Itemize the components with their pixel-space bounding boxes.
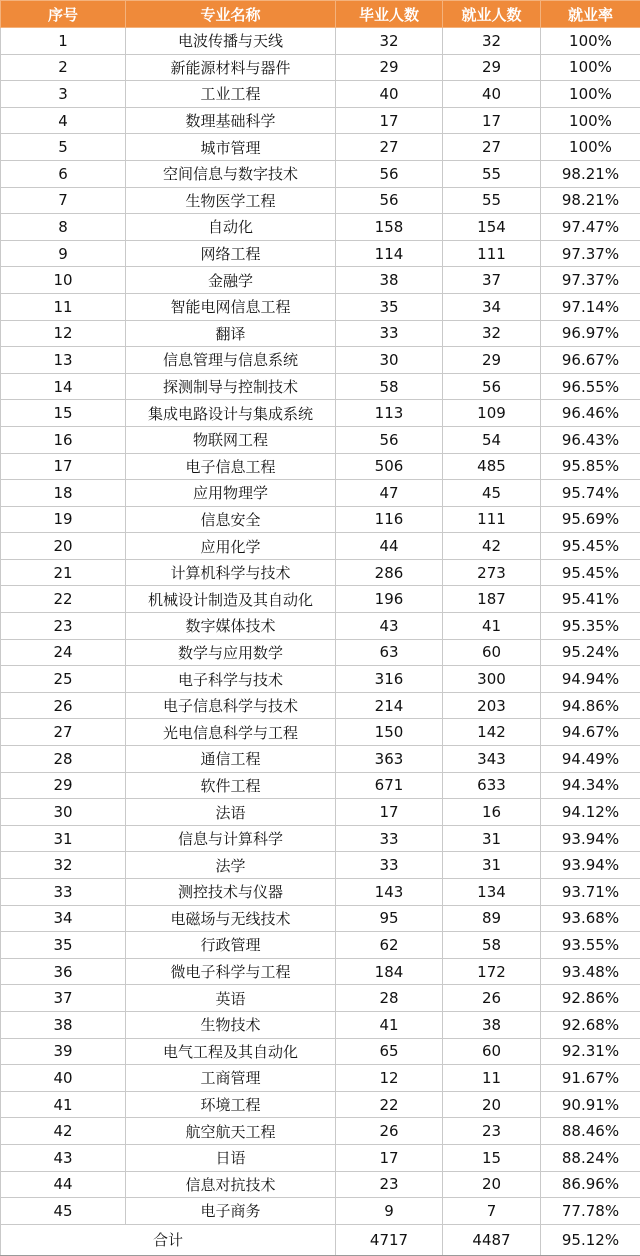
employed-count: 7 — [443, 1198, 541, 1225]
row-index: 33 — [1, 879, 126, 906]
row-index: 21 — [1, 559, 126, 586]
row-index: 23 — [1, 613, 126, 640]
table-row — [1, 373, 640, 400]
employed-count: 172 — [443, 958, 541, 985]
row-index: 12 — [1, 320, 126, 347]
employed-count: 273 — [443, 559, 541, 586]
header-employed: 就业人数 — [443, 1, 541, 28]
major-name: 电磁场与无线技术 — [126, 905, 336, 932]
table-row — [1, 586, 640, 613]
row-index: 11 — [1, 293, 126, 320]
graduates-count: 28 — [336, 985, 443, 1012]
major-name: 生物医学工程 — [126, 187, 336, 214]
employment-rate: 94.86% — [541, 692, 640, 719]
employment-rate: 94.34% — [541, 772, 640, 799]
graduates-count: 47 — [336, 480, 443, 507]
row-index: 27 — [1, 719, 126, 746]
table-row — [1, 985, 640, 1012]
major-name: 翻译 — [126, 320, 336, 347]
employment-rate: 100% — [541, 28, 640, 55]
row-index: 9 — [1, 240, 126, 267]
employed-count: 20 — [443, 1171, 541, 1198]
major-name: 测控技术与仪器 — [126, 879, 336, 906]
employed-count: 11 — [443, 1065, 541, 1092]
table-row — [1, 160, 640, 187]
employment-rate: 93.94% — [541, 852, 640, 879]
employment-rate: 98.21% — [541, 187, 640, 214]
major-name: 工业工程 — [126, 81, 336, 108]
employment-rate: 93.68% — [541, 905, 640, 932]
table-row — [1, 1091, 640, 1118]
employed-count: 42 — [443, 533, 541, 560]
major-name: 新能源材料与器件 — [126, 54, 336, 81]
graduates-count: 23 — [336, 1171, 443, 1198]
employed-count: 34 — [443, 293, 541, 320]
employment-rate: 93.48% — [541, 958, 640, 985]
row-index: 7 — [1, 187, 126, 214]
table-row — [1, 400, 640, 427]
row-index: 18 — [1, 480, 126, 507]
graduates-count: 9 — [336, 1198, 443, 1225]
employed-count: 142 — [443, 719, 541, 746]
table-row — [1, 54, 640, 81]
employed-count: 89 — [443, 905, 541, 932]
major-name: 电子信息科学与技术 — [126, 692, 336, 719]
major-name: 信息对抗技术 — [126, 1171, 336, 1198]
employment-rate: 88.24% — [541, 1144, 640, 1171]
row-index: 34 — [1, 905, 126, 932]
employed-count: 111 — [443, 506, 541, 533]
employed-count: 26 — [443, 985, 541, 1012]
major-name: 生物技术 — [126, 1011, 336, 1038]
row-index: 43 — [1, 1144, 126, 1171]
employment-rate: 96.67% — [541, 347, 640, 374]
table-row — [1, 852, 640, 879]
graduates-count: 17 — [336, 107, 443, 134]
employment-rate: 95.35% — [541, 613, 640, 640]
table-row — [1, 746, 640, 773]
total-employed: 4487 — [443, 1224, 541, 1255]
employed-count: 17 — [443, 107, 541, 134]
row-index: 6 — [1, 160, 126, 187]
employed-count: 55 — [443, 187, 541, 214]
header-major: 专业名称 — [126, 1, 336, 28]
table-row — [1, 1198, 640, 1225]
row-index: 28 — [1, 746, 126, 773]
major-name: 数理基础科学 — [126, 107, 336, 134]
employed-count: 15 — [443, 1144, 541, 1171]
employed-count: 56 — [443, 373, 541, 400]
major-name: 英语 — [126, 985, 336, 1012]
employed-count: 187 — [443, 586, 541, 613]
row-index: 44 — [1, 1171, 126, 1198]
employment-rate: 92.31% — [541, 1038, 640, 1065]
row-index: 14 — [1, 373, 126, 400]
row-index: 35 — [1, 932, 126, 959]
row-index: 15 — [1, 400, 126, 427]
table-row — [1, 480, 640, 507]
major-name: 电波传播与天线 — [126, 28, 336, 55]
employment-rate: 86.96% — [541, 1171, 640, 1198]
table-row — [1, 772, 640, 799]
table-row — [1, 719, 640, 746]
row-index: 45 — [1, 1198, 126, 1225]
employment-rate: 97.14% — [541, 293, 640, 320]
employed-count: 60 — [443, 1038, 541, 1065]
graduates-count: 65 — [336, 1038, 443, 1065]
graduates-count: 196 — [336, 586, 443, 613]
employed-count: 343 — [443, 746, 541, 773]
graduates-count: 671 — [336, 772, 443, 799]
table-row — [1, 905, 640, 932]
header-graduates: 毕业人数 — [336, 1, 443, 28]
major-name: 信息安全 — [126, 506, 336, 533]
employed-count: 109 — [443, 400, 541, 427]
employment-rate: 100% — [541, 107, 640, 134]
row-index: 2 — [1, 54, 126, 81]
graduates-count: 56 — [336, 426, 443, 453]
row-index: 17 — [1, 453, 126, 480]
graduates-count: 56 — [336, 187, 443, 214]
employment-rate: 95.45% — [541, 559, 640, 586]
graduates-count: 62 — [336, 932, 443, 959]
graduates-count: 286 — [336, 559, 443, 586]
row-index: 30 — [1, 799, 126, 826]
major-name: 计算机科学与技术 — [126, 559, 336, 586]
major-name: 空间信息与数字技术 — [126, 160, 336, 187]
graduates-count: 12 — [336, 1065, 443, 1092]
major-name: 探测制导与控制技术 — [126, 373, 336, 400]
employed-count: 20 — [443, 1091, 541, 1118]
graduates-count: 116 — [336, 506, 443, 533]
major-name: 日语 — [126, 1144, 336, 1171]
table-row — [1, 28, 640, 55]
row-index: 4 — [1, 107, 126, 134]
graduates-count: 29 — [336, 54, 443, 81]
employment-rate: 90.91% — [541, 1091, 640, 1118]
row-index: 1 — [1, 28, 126, 55]
major-name: 电子信息工程 — [126, 453, 336, 480]
major-name: 电子科学与技术 — [126, 666, 336, 693]
employed-count: 23 — [443, 1118, 541, 1145]
employment-rate: 94.67% — [541, 719, 640, 746]
employed-count: 38 — [443, 1011, 541, 1038]
employed-count: 55 — [443, 160, 541, 187]
employed-count: 31 — [443, 825, 541, 852]
table-row — [1, 1065, 640, 1092]
table-row — [1, 347, 640, 374]
table-row — [1, 559, 640, 586]
table-row — [1, 613, 640, 640]
table-row — [1, 1038, 640, 1065]
employment-rate: 96.46% — [541, 400, 640, 427]
employed-count: 60 — [443, 639, 541, 666]
employed-count: 134 — [443, 879, 541, 906]
header-row — [1, 1, 640, 28]
table-row — [1, 214, 640, 241]
employment-rate: 77.78% — [541, 1198, 640, 1225]
employment-rate: 97.37% — [541, 240, 640, 267]
row-index: 41 — [1, 1091, 126, 1118]
graduates-count: 143 — [336, 879, 443, 906]
row-index: 36 — [1, 958, 126, 985]
employed-count: 54 — [443, 426, 541, 453]
header-index: 序号 — [1, 1, 126, 28]
row-index: 20 — [1, 533, 126, 560]
row-index: 22 — [1, 586, 126, 613]
table-row — [1, 293, 640, 320]
row-index: 37 — [1, 985, 126, 1012]
graduates-count: 33 — [336, 320, 443, 347]
table-row — [1, 533, 640, 560]
graduates-count: 43 — [336, 613, 443, 640]
major-name: 信息与计算科学 — [126, 825, 336, 852]
table-row — [1, 1171, 640, 1198]
graduates-count: 158 — [336, 214, 443, 241]
employment-rate: 95.69% — [541, 506, 640, 533]
employed-count: 37 — [443, 267, 541, 294]
table-row — [1, 453, 640, 480]
employment-rate: 96.97% — [541, 320, 640, 347]
graduates-count: 316 — [336, 666, 443, 693]
table-row — [1, 506, 640, 533]
table-row — [1, 932, 640, 959]
major-name: 软件工程 — [126, 772, 336, 799]
header-rate: 就业率 — [541, 1, 640, 28]
employed-count: 32 — [443, 320, 541, 347]
employment-rate: 100% — [541, 81, 640, 108]
major-name: 行政管理 — [126, 932, 336, 959]
graduates-count: 95 — [336, 905, 443, 932]
employed-count: 40 — [443, 81, 541, 108]
graduates-count: 56 — [336, 160, 443, 187]
employment-rate: 100% — [541, 54, 640, 81]
row-index: 5 — [1, 134, 126, 161]
employment-rate: 93.55% — [541, 932, 640, 959]
major-name: 微电子科学与工程 — [126, 958, 336, 985]
employed-count: 485 — [443, 453, 541, 480]
employment-rate: 94.49% — [541, 746, 640, 773]
employed-count: 16 — [443, 799, 541, 826]
graduates-count: 32 — [336, 28, 443, 55]
major-name: 信息管理与信息系统 — [126, 347, 336, 374]
major-name: 城市管理 — [126, 134, 336, 161]
employed-count: 31 — [443, 852, 541, 879]
major-name: 物联网工程 — [126, 426, 336, 453]
employment-rate: 94.94% — [541, 666, 640, 693]
table-row — [1, 187, 640, 214]
row-index: 38 — [1, 1011, 126, 1038]
major-name: 电气工程及其自动化 — [126, 1038, 336, 1065]
major-name: 数学与应用数学 — [126, 639, 336, 666]
major-name: 应用物理学 — [126, 480, 336, 507]
graduates-count: 17 — [336, 1144, 443, 1171]
table-row — [1, 799, 640, 826]
major-name: 网络工程 — [126, 240, 336, 267]
employed-count: 203 — [443, 692, 541, 719]
graduates-count: 114 — [336, 240, 443, 267]
table-row — [1, 958, 640, 985]
employed-count: 58 — [443, 932, 541, 959]
row-index: 8 — [1, 214, 126, 241]
employment-rate: 95.41% — [541, 586, 640, 613]
table-row — [1, 1144, 640, 1171]
table-row — [1, 1011, 640, 1038]
graduates-count: 30 — [336, 347, 443, 374]
major-name: 电子商务 — [126, 1198, 336, 1225]
employment-rate: 98.21% — [541, 160, 640, 187]
row-index: 31 — [1, 825, 126, 852]
table-row — [1, 692, 640, 719]
employment-rate: 92.68% — [541, 1011, 640, 1038]
graduates-count: 26 — [336, 1118, 443, 1145]
total-rate: 95.12% — [541, 1224, 640, 1255]
graduates-count: 33 — [336, 825, 443, 852]
table-row — [1, 666, 640, 693]
table-footer — [1, 1224, 640, 1255]
employed-count: 32 — [443, 28, 541, 55]
row-index: 19 — [1, 506, 126, 533]
graduates-count: 41 — [336, 1011, 443, 1038]
major-name: 数字媒体技术 — [126, 613, 336, 640]
graduates-count: 363 — [336, 746, 443, 773]
graduates-count: 22 — [336, 1091, 443, 1118]
table-body — [1, 28, 640, 1225]
major-name: 应用化学 — [126, 533, 336, 560]
employment-rate: 95.24% — [541, 639, 640, 666]
row-index: 25 — [1, 666, 126, 693]
major-name: 法语 — [126, 799, 336, 826]
major-name: 金融学 — [126, 267, 336, 294]
employment-rate: 93.71% — [541, 879, 640, 906]
employed-count: 45 — [443, 480, 541, 507]
graduates-count: 113 — [336, 400, 443, 427]
graduates-count: 150 — [336, 719, 443, 746]
graduates-count: 33 — [336, 852, 443, 879]
row-index: 13 — [1, 347, 126, 374]
employment-rate: 91.67% — [541, 1065, 640, 1092]
table-row — [1, 240, 640, 267]
total-graduates: 4717 — [336, 1224, 443, 1255]
employment-rate: 97.37% — [541, 267, 640, 294]
major-name: 机械设计制造及其自动化 — [126, 586, 336, 613]
graduates-count: 63 — [336, 639, 443, 666]
table-row — [1, 426, 640, 453]
employed-count: 633 — [443, 772, 541, 799]
major-name: 智能电网信息工程 — [126, 293, 336, 320]
graduates-count: 27 — [336, 134, 443, 161]
major-name: 法学 — [126, 852, 336, 879]
table-row — [1, 81, 640, 108]
graduates-count: 214 — [336, 692, 443, 719]
employed-count: 300 — [443, 666, 541, 693]
total-row — [1, 1224, 640, 1255]
table-row — [1, 639, 640, 666]
table-row — [1, 134, 640, 161]
row-index: 16 — [1, 426, 126, 453]
table-row — [1, 825, 640, 852]
employment-rate: 95.85% — [541, 453, 640, 480]
graduates-count: 38 — [336, 267, 443, 294]
major-name: 光电信息科学与工程 — [126, 719, 336, 746]
graduates-count: 17 — [336, 799, 443, 826]
row-index: 40 — [1, 1065, 126, 1092]
employment-rate: 94.12% — [541, 799, 640, 826]
employment-rate: 88.46% — [541, 1118, 640, 1145]
employment-rate: 100% — [541, 134, 640, 161]
graduates-count: 506 — [336, 453, 443, 480]
graduates-count: 184 — [336, 958, 443, 985]
major-name: 航空航天工程 — [126, 1118, 336, 1145]
table-header — [1, 1, 640, 28]
row-index: 42 — [1, 1118, 126, 1145]
row-index: 32 — [1, 852, 126, 879]
major-name: 通信工程 — [126, 746, 336, 773]
table-row — [1, 320, 640, 347]
row-index: 26 — [1, 692, 126, 719]
table-row — [1, 107, 640, 134]
major-name: 集成电路设计与集成系统 — [126, 400, 336, 427]
employed-count: 29 — [443, 54, 541, 81]
row-index: 3 — [1, 81, 126, 108]
row-index: 24 — [1, 639, 126, 666]
employment-rate: 92.86% — [541, 985, 640, 1012]
graduates-count: 58 — [336, 373, 443, 400]
employment-rate: 97.47% — [541, 214, 640, 241]
employment-rate: 95.45% — [541, 533, 640, 560]
employment-rate: 96.43% — [541, 426, 640, 453]
employment-rate: 96.55% — [541, 373, 640, 400]
employed-count: 154 — [443, 214, 541, 241]
total-label: 合计 — [1, 1224, 336, 1255]
graduates-count: 40 — [336, 81, 443, 108]
employment-rate: 93.94% — [541, 825, 640, 852]
table-row — [1, 267, 640, 294]
employed-count: 29 — [443, 347, 541, 374]
major-name: 自动化 — [126, 214, 336, 241]
employment-rate: 95.74% — [541, 480, 640, 507]
employed-count: 41 — [443, 613, 541, 640]
row-index: 29 — [1, 772, 126, 799]
graduates-count: 44 — [336, 533, 443, 560]
major-name: 环境工程 — [126, 1091, 336, 1118]
row-index: 10 — [1, 267, 126, 294]
employed-count: 111 — [443, 240, 541, 267]
table-row — [1, 879, 640, 906]
row-index: 39 — [1, 1038, 126, 1065]
graduates-count: 35 — [336, 293, 443, 320]
employed-count: 27 — [443, 134, 541, 161]
table-row — [1, 1118, 640, 1145]
major-name: 工商管理 — [126, 1065, 336, 1092]
